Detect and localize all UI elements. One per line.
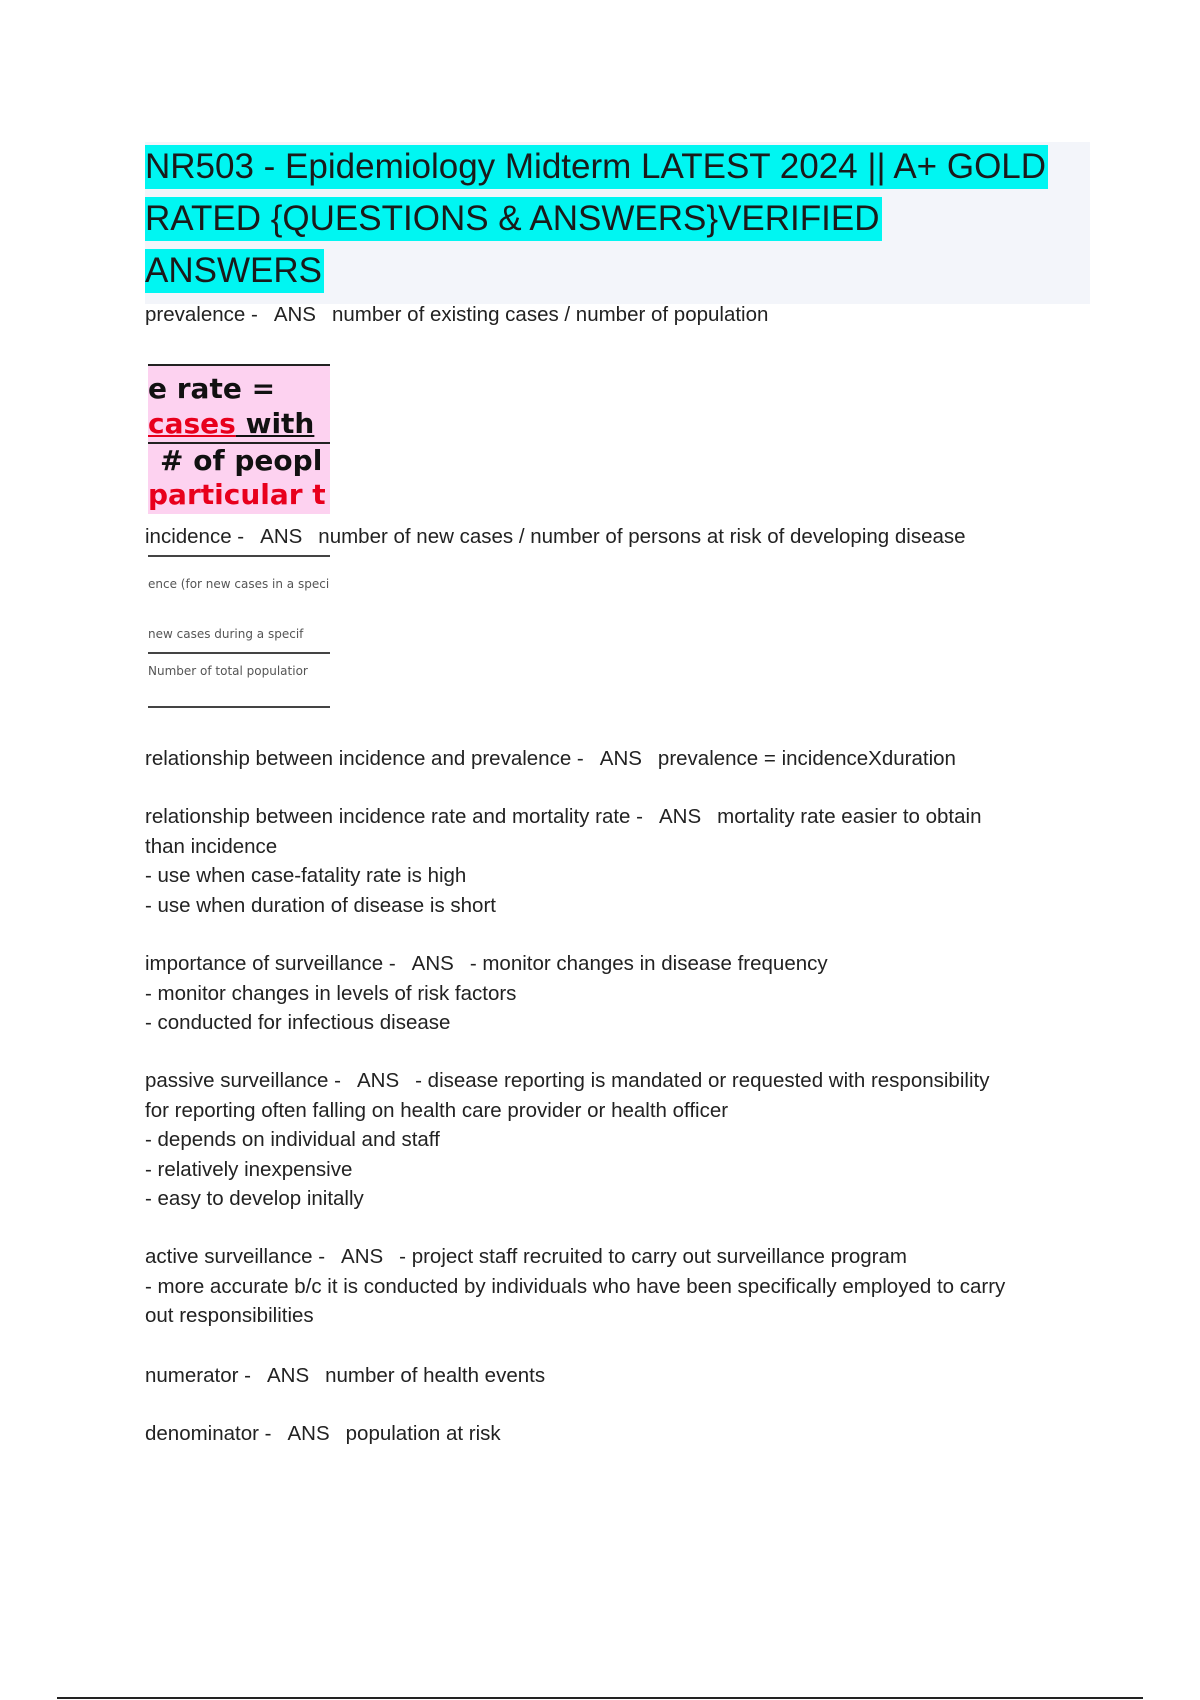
qa-numerator [145,1361,545,1391]
qa-term: incidence - [145,525,245,548]
qa-answer-line: than incidence [145,834,278,858]
qa-answer-line: for reporting often falling on health care provider or health officer [145,1098,729,1122]
qa-answer-line: - monitor changes in levels of risk factors [145,981,517,1005]
qa-term: numerator - [145,1364,251,1387]
qa-answer: prevalence = incidenceXduration [657,747,956,770]
qa-term: active surveillance - [145,1245,326,1268]
ans-label: ANS [287,1422,330,1445]
ans-label: ANS [411,952,454,975]
qa-active-surveillance [145,1242,1005,1331]
qa-answer: - monitor changes in disease frequency [469,952,828,975]
qa-importance-surveillance [145,949,828,1038]
qa-passive-surveillance [145,1066,989,1214]
qa-answer-line: - more accurate b/c it is conducted by individuals who have been specifically employed to carry [145,1274,1006,1298]
ans-label: ANS [341,1245,384,1268]
qa-incidence-mortality [145,802,981,920]
qa-prevalence [145,300,768,330]
qa-incidence [145,522,966,552]
qa-answer: number of existing cases / number of population [331,303,769,326]
footer-rule [57,1697,1143,1699]
qa-answer: mortality rate easier to obtain [717,805,982,828]
qa-denominator [145,1419,501,1449]
qa-term: relationship between incidence rate and mortality rate - [145,805,643,828]
formula-text: ence (for new cases in a speci [148,577,330,591]
ans-label: ANS [599,747,642,770]
qa-answer: - project staff recruited to carry out surveillance program [399,1245,907,1268]
formula-text: cases with [148,407,315,440]
qa-answer-line: out responsibilities [145,1304,314,1327]
formula-text: Number of total populatior [148,664,308,678]
qa-term: denominator - [145,1422,272,1445]
incidence-formula-image [148,553,330,709]
formula-text: particular t [148,478,326,511]
qa-answer-line: - depends on individual and staff [145,1128,440,1151]
ans-label: ANS [266,1364,310,1387]
qa-answer-line: - relatively inexpensive [145,1157,353,1181]
formula-text: e rate = [148,372,276,405]
qa-term: passive surveillance - [145,1069,341,1092]
prevalence-formula-image [148,364,330,514]
qa-answer-line: - use when case-fatality rate is high [145,864,467,887]
qa-answer-line: - easy to develop initally [145,1187,364,1210]
qa-term: importance of surveillance - [145,952,396,975]
qa-term: relationship between incidence and prevalence - [145,747,584,770]
ans-label: ANS [273,303,316,326]
document-title-line-1: NR503 - Epidemiology Midterm LATEST 2024 || A+ GOLD [145,145,1048,189]
qa-answer: population at risk [345,1422,501,1445]
qa-answer: number of new cases / number of persons at risk of developing disease [318,525,966,548]
ans-label: ANS [658,805,702,828]
formula-text: # of peopl [160,444,323,477]
ans-label: ANS [356,1069,400,1092]
qa-answer-line: - use when duration of disease is short [145,893,496,917]
ans-label: ANS [260,525,303,548]
qa-incidence-prevalence [145,744,956,774]
document-title-line-2: RATED {QUESTIONS & ANSWERS}VERIFIED [145,197,882,241]
rule-line [148,706,330,708]
rule-line [148,555,330,557]
qa-answer-line: - conducted for infectious disease [145,1011,451,1034]
qa-answer: number of health events [325,1364,546,1387]
qa-answer: - disease reporting is mandated or requested with responsibility [415,1069,990,1092]
qa-term: prevalence - [145,303,258,326]
document-title-line-3: ANSWERS [145,249,324,293]
fraction-line [148,652,330,654]
formula-text: new cases during a specif [148,627,304,641]
